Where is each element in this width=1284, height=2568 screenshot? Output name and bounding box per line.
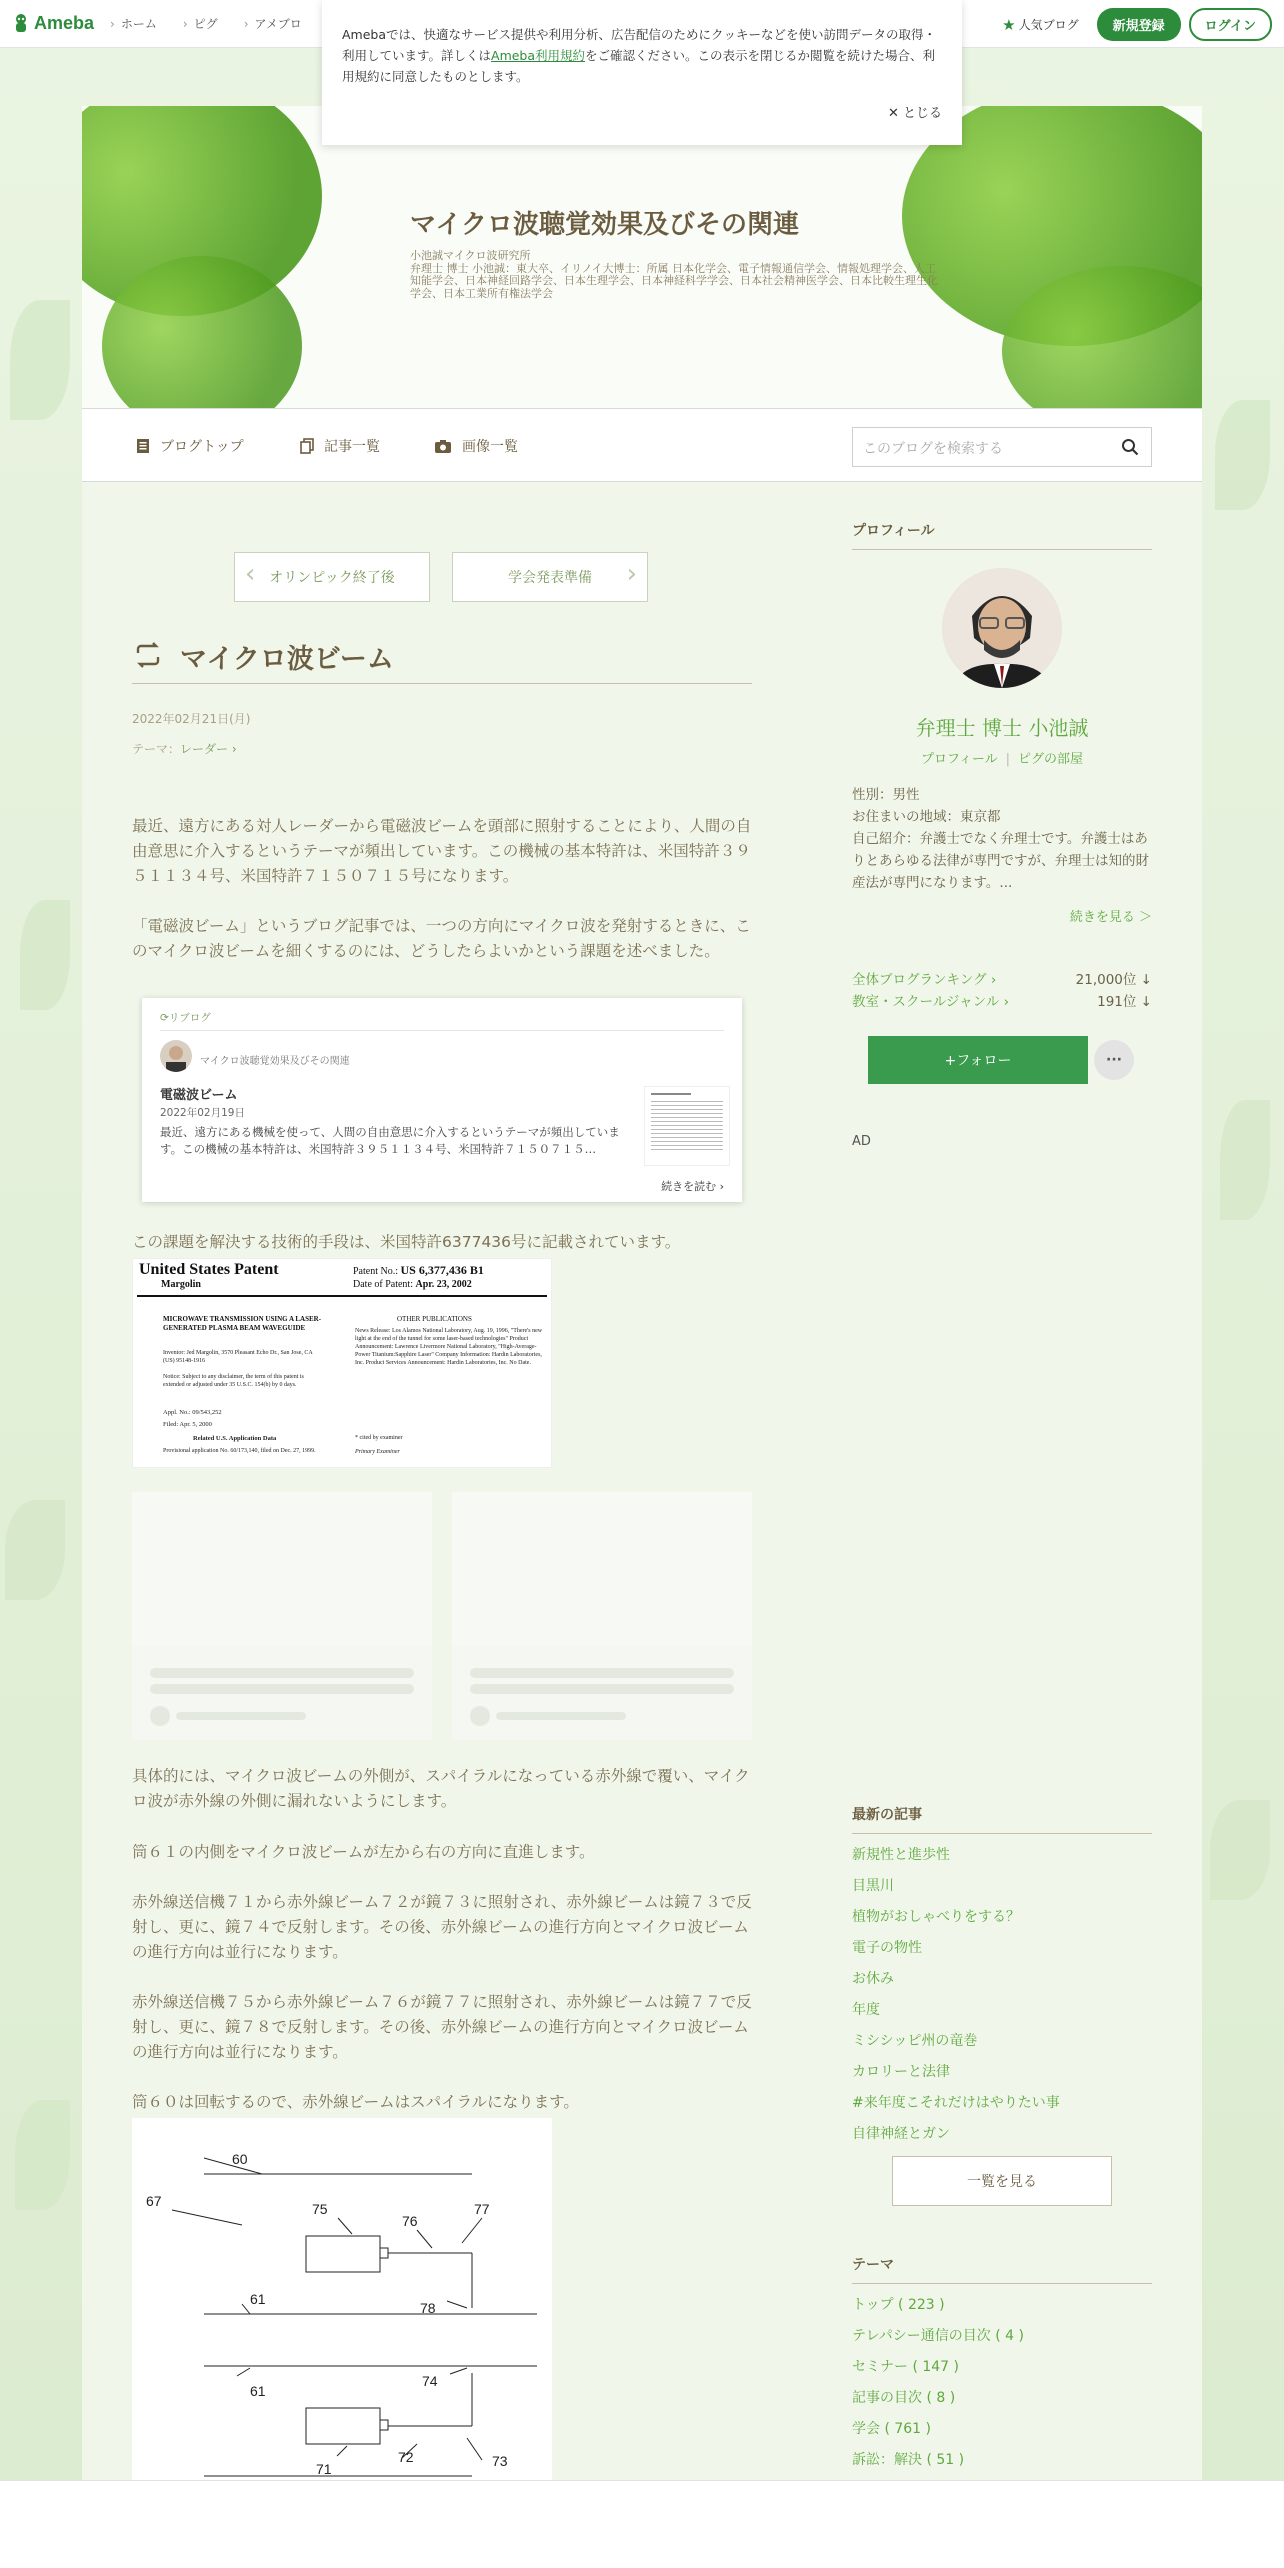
patent-appl: Appl. No.: 09/543,252 bbox=[163, 1409, 222, 1416]
patent-inventor-short: Margolin bbox=[161, 1279, 201, 1290]
paragraph-5: 筒６１の内側をマイクロ波ビームが左から右の方向に直進します。 bbox=[132, 1843, 595, 1861]
patent-inventor: Inventor: Jed Margolin, 3570 Pleasant Echo Dr., San Jose, CA (US) 95148-1916 bbox=[163, 1350, 313, 1364]
reblog-thumbnail bbox=[644, 1086, 730, 1166]
popular-label: 人気ブログ bbox=[1018, 18, 1079, 32]
patent-date: Apr. 23, 2002 bbox=[415, 1279, 472, 1290]
reblog-avatar bbox=[160, 1040, 192, 1072]
patent-filed: Filed: Apr. 5, 2000 bbox=[163, 1421, 212, 1428]
close-icon: ✕ bbox=[887, 106, 903, 121]
prev-article-button[interactable] bbox=[234, 552, 430, 602]
register-button[interactable]: 新規登録 bbox=[1097, 8, 1181, 41]
view-all-button[interactable]: 一覧を見る bbox=[892, 2156, 1112, 2206]
profile-links: プロフィール | ピグの部屋 bbox=[920, 752, 1084, 767]
theme-heading: テーマ bbox=[852, 2254, 1152, 2284]
patent-examiner: Primary Examiner bbox=[355, 1449, 400, 1455]
figure-label-74: 74 bbox=[422, 2373, 438, 2389]
chevron-right-icon: › bbox=[716, 1180, 724, 1193]
profile-info: 性別：男性 お住まいの地域：東京都 自己紹介：弁護士でなく弁理士です。弁護士はありとあらゆる法律が専門ですが、弁理士は知的財産法が専門になります。... bbox=[852, 787, 1149, 891]
patent-provisional: Provisional application No. 60/173,140, filed on Dec. 27, 1999. bbox=[163, 1448, 316, 1454]
global-nav bbox=[110, 15, 328, 32]
overall-ranking[interactable] bbox=[852, 968, 1152, 988]
chevron-right-icon: › bbox=[228, 742, 237, 756]
patent-figure-drawing bbox=[132, 2118, 552, 2480]
theme-item[interactable]: 記事の目次 ( 8 ) bbox=[852, 2390, 956, 2406]
theme-item[interactable]: 訴訟：解決 ( 51 ) bbox=[852, 2452, 965, 2468]
paragraph-4: 具体的には、マイクロ波ビームの外側が、スパイラルになっている赤外線で覆い、マイクロ波が赤外線の外側に漏れないようにします。 bbox=[132, 1767, 750, 1810]
patent-notice: Notice: Subject to any disclaimer, the term of this patent is extended or adjusted under 35 U.S.C. 154(b) by 0 days. bbox=[163, 1374, 304, 1388]
paragraph-7: 赤外線送信機７５から赤外線ビーム７６が鏡７７に照射され、赤外線ビームは鏡７７で反射し、更に、鏡７８で反射します。その後、赤外線ビームの進行方向とマイクロ波ビームの進行方向は並行になります。 bbox=[132, 1993, 752, 2061]
paragraph-2: 「電磁波ビーム」というブログ記事では、一つの方向にマイクロ波を発射するときに、このマイクロ波ビームを細くするのには、どうしたらよいかという課題を述べました。 bbox=[132, 917, 751, 960]
loading-card-1 bbox=[132, 1492, 432, 1740]
theme-item[interactable]: 学会 ( 761 ) bbox=[852, 2421, 931, 2437]
recent-item[interactable]: カロリーと法律 bbox=[852, 2064, 950, 2080]
reblog-blog-name: マイクロ波聴覚効果及びその関連 bbox=[200, 1056, 350, 1067]
reblog-date: 2022年02月19日 bbox=[160, 1107, 245, 1119]
patent-date-row bbox=[353, 1279, 472, 1290]
figure-label-75: 75 bbox=[312, 2201, 328, 2217]
pigg-room-link[interactable]: ピグの部屋 bbox=[1018, 752, 1084, 767]
recent-item[interactable]: 新規性と進歩性 bbox=[852, 1847, 950, 1863]
reblog-label-text: リブログ bbox=[168, 1012, 211, 1024]
ad-label: AD bbox=[852, 1134, 871, 1149]
patent-cited: * cited by examiner bbox=[355, 1435, 403, 1441]
loading-card-2 bbox=[452, 1492, 752, 1740]
profile-name[interactable]: 弁理士 博士 小池誠 bbox=[915, 716, 1089, 740]
blog-nav bbox=[82, 408, 1202, 482]
star-icon: ★ bbox=[1002, 15, 1016, 34]
entry-theme bbox=[132, 740, 237, 757]
copy-icon bbox=[300, 438, 314, 454]
figure-label-72: 72 bbox=[398, 2449, 414, 2465]
patent-other-pubs: OTHER PUBLICATIONS bbox=[397, 1315, 472, 1323]
recent-item[interactable]: 電子の物性 bbox=[852, 1940, 922, 1956]
figure-label-60: 60 bbox=[232, 2151, 248, 2167]
figure-label-61b: 61 bbox=[250, 2383, 266, 2399]
ameba-mascot-icon bbox=[12, 13, 30, 35]
figure-label-67: 67 bbox=[146, 2193, 162, 2209]
topbar-actions bbox=[1002, 8, 1272, 41]
login-button[interactable]: ログイン bbox=[1189, 8, 1272, 41]
cookie-close-label: とじる bbox=[902, 106, 942, 121]
terms-link[interactable]: Ameba利用規約 bbox=[491, 48, 586, 63]
figure-label-78: 78 bbox=[420, 2300, 436, 2316]
blog-description bbox=[410, 250, 940, 300]
article-list-link[interactable] bbox=[300, 436, 380, 456]
bottom-strip bbox=[0, 2480, 1284, 2568]
blog-top-link[interactable] bbox=[136, 436, 244, 456]
paragraph-3: この課題を解決する技術的手段は、米国特許6377436号に記載されています。 bbox=[132, 1233, 681, 1251]
overall-ranking-label: 全体ブログランキング › bbox=[852, 972, 997, 988]
reblog-icon bbox=[132, 639, 164, 671]
next-article-label: 学会発表準備 bbox=[508, 570, 592, 586]
figure-label-73: 73 bbox=[492, 2453, 508, 2469]
reblog-label bbox=[160, 1010, 211, 1025]
genre-ranking-text: 教室・スクールジャンル bbox=[852, 994, 1000, 1010]
article-list-label: 記事一覧 bbox=[324, 439, 380, 455]
reblog-card[interactable] bbox=[142, 998, 742, 1202]
overall-ranking-text: 全体ブログランキング bbox=[852, 972, 987, 988]
overall-ranking-value: 21,000位 ↓ bbox=[1075, 972, 1152, 988]
search-placeholder: このブログを検索する bbox=[863, 441, 1003, 457]
main-area bbox=[82, 482, 1202, 2480]
recent-heading: 最新の記事 bbox=[852, 1804, 1152, 1834]
figure-label-71: 71 bbox=[316, 2461, 332, 2477]
patent-no: US 6,377,436 B1 bbox=[400, 1263, 484, 1277]
theme-link-text: レーダー bbox=[180, 742, 229, 756]
prev-article-label: オリンピック終了後 bbox=[269, 570, 395, 586]
cookie-banner bbox=[322, 0, 962, 145]
patent-no-label: Patent No.: bbox=[353, 1266, 398, 1277]
patent-publications: News Release: Los Alamos National Laboratory, Aug. 19, 1996, "There's new light at the end of the tunnel for some laser-based technologies" Product Announcement: Lawrence Livermore National Laboratory, "High-Average-Power Titanium:Sapphire Laser" Company Information: Hardin Laboratories, Inc. Product Services Announcement: Hardin Laboratories, Inc. No Date. bbox=[355, 1328, 543, 1366]
patent-image[interactable] bbox=[132, 1258, 552, 1468]
entry-title-text: マイクロ波ビーム bbox=[180, 644, 394, 675]
blog-top-label: ブログトップ bbox=[160, 439, 244, 455]
reblog-small-icon: ⟳ bbox=[160, 1012, 169, 1024]
recent-item[interactable]: お休み bbox=[852, 1971, 894, 1987]
figure-label-61a: 61 bbox=[250, 2291, 266, 2307]
theme-item[interactable]: トップ ( 223 ) bbox=[852, 2297, 945, 2313]
paragraph-6: 赤外線送信機７１から赤外線ビーム７２が鏡７３に照射され、赤外線ビームは鏡７３で反射し、更に、鏡７４で反射します。その後、赤外線ビームの進行方向とマイクロ波ビームの進行方向は並行になります。 bbox=[132, 1893, 752, 1961]
patent-number-row bbox=[353, 1263, 484, 1278]
recent-item[interactable]: 目黒川 bbox=[852, 1878, 894, 1894]
theme-link[interactable] bbox=[180, 742, 237, 756]
patent-date-label: Date of Patent: bbox=[353, 1279, 413, 1290]
cookie-close-button[interactable] bbox=[888, 103, 942, 124]
reblog-excerpt: 最近、遠方にある機械を使って、人間の自由意思に介入するというテーマが頻出しています。この機械の基本特許は、米国特許３９５１１３４号、米国特許７１５０７１５… bbox=[160, 1125, 620, 1156]
profile-read-more[interactable]: 続きを見る ＞ bbox=[1069, 910, 1152, 925]
entry-title bbox=[132, 637, 752, 684]
blog-desc-line2: 弁理士 博士 小池誠：東大卒、イリノイ大博士：所属 日本化学会、電子情報通信学会、情報処理学会、人工知能学会、日本神経回路学会、日本生理学会、日本神経科学学会、日本社会精神医学会、日本比較生理生化学会、日本工業所有権法学会 bbox=[410, 261, 938, 300]
blog-header bbox=[82, 106, 1202, 408]
theme-item[interactable]: セミナー ( 147 ) bbox=[852, 2359, 959, 2375]
paragraph-1: 最近、遠方にある対人レーダーから電磁波ビームを頭部に照射することにより、人間の自由意思に介入するというテーマが頻出しています。この機械の基本特許は、米国特許３９５１１３４号、米国特許７１５０７１５号になります。 bbox=[132, 817, 752, 885]
profile-link[interactable]: プロフィール bbox=[920, 752, 998, 767]
paragraph-8: 筒６０は回転するので、赤外線ビームはスパイラルになります。 bbox=[132, 2093, 579, 2111]
image-list-label: 画像一覧 bbox=[462, 439, 518, 455]
recent-item[interactable]: 植物がおしゃべりをする？ bbox=[852, 1909, 1020, 1925]
patent-figure[interactable] bbox=[132, 2118, 552, 2480]
nav-pigg[interactable]: › ピグ bbox=[183, 15, 218, 32]
next-article-button[interactable] bbox=[452, 552, 648, 602]
cookie-text-after: をご確認ください。この表示を閉じるか閲覧を続けた場合、利用規約に同意したものとします。 bbox=[342, 48, 936, 84]
chevron-left-icon: ‹ bbox=[245, 559, 256, 589]
logo-text: Ameba bbox=[34, 13, 95, 33]
nav-ameblo[interactable]: › アメブロ bbox=[244, 15, 302, 32]
document-icon bbox=[136, 438, 150, 454]
recent-item[interactable]: 自律神経とガン bbox=[852, 2126, 950, 2142]
genre-ranking-label: 教室・スクールジャンル › bbox=[852, 994, 1009, 1010]
chevron-right-icon: › bbox=[626, 559, 637, 589]
figure-label-77: 77 bbox=[474, 2201, 490, 2217]
nav-home[interactable]: › ホーム bbox=[110, 15, 157, 32]
camera-icon bbox=[434, 438, 452, 454]
more-options-button[interactable]: ··· bbox=[1094, 1040, 1134, 1080]
entry-date: 2022年02月21日(月) bbox=[132, 712, 251, 726]
reblog-title: 電磁波ビーム bbox=[160, 1088, 238, 1103]
blog-title[interactable]: マイクロ波聴覚効果及びその関連 bbox=[410, 210, 799, 240]
ameba-logo[interactable] bbox=[12, 13, 94, 35]
image-list-link[interactable] bbox=[434, 436, 518, 456]
profile-heading: プロフィール bbox=[852, 520, 1152, 550]
theme-label: テーマ： bbox=[132, 742, 181, 756]
blog-search-input[interactable] bbox=[852, 427, 1152, 467]
profile-avatar[interactable] bbox=[942, 568, 1062, 688]
cookie-text-before: Amebaでは、快適なサービス提供や利用分析、広告配信のためにクッキーなどを使い訪問データの取得・利用しています。詳しくは bbox=[342, 27, 937, 63]
genre-ranking[interactable] bbox=[852, 990, 1152, 1010]
recent-item[interactable]: 年度 bbox=[852, 2002, 880, 2018]
genre-ranking-value: 191位 ↓ bbox=[1097, 994, 1152, 1010]
recent-item[interactable]: #来年度こそれだけはやりたい事 bbox=[852, 2095, 1060, 2111]
patent-office: United States Patent bbox=[139, 1261, 279, 1278]
recent-item[interactable]: ミシシッピ州の竜巻 bbox=[852, 2033, 978, 2049]
patent-related: Related U.S. Application Data bbox=[193, 1435, 277, 1442]
figure-label-76: 76 bbox=[402, 2213, 418, 2229]
popular-blogs-link[interactable] bbox=[1002, 16, 1078, 34]
follow-button[interactable]: +フォロー bbox=[868, 1036, 1088, 1084]
patent-title: MICROWAVE TRANSMISSION USING A LASER-GENERATED PLASMA BEAM WAVEGUIDE bbox=[163, 1315, 322, 1332]
theme-item[interactable]: テレパシー通信の目次 ( 4 ) bbox=[852, 2328, 1024, 2344]
read-more-label: 続きを読む bbox=[661, 1180, 717, 1193]
blog-desc-line1: 小池誠マイクロ波研究所 bbox=[410, 249, 531, 262]
reblog-read-more[interactable] bbox=[661, 1178, 724, 1194]
search-icon[interactable] bbox=[1121, 438, 1139, 456]
